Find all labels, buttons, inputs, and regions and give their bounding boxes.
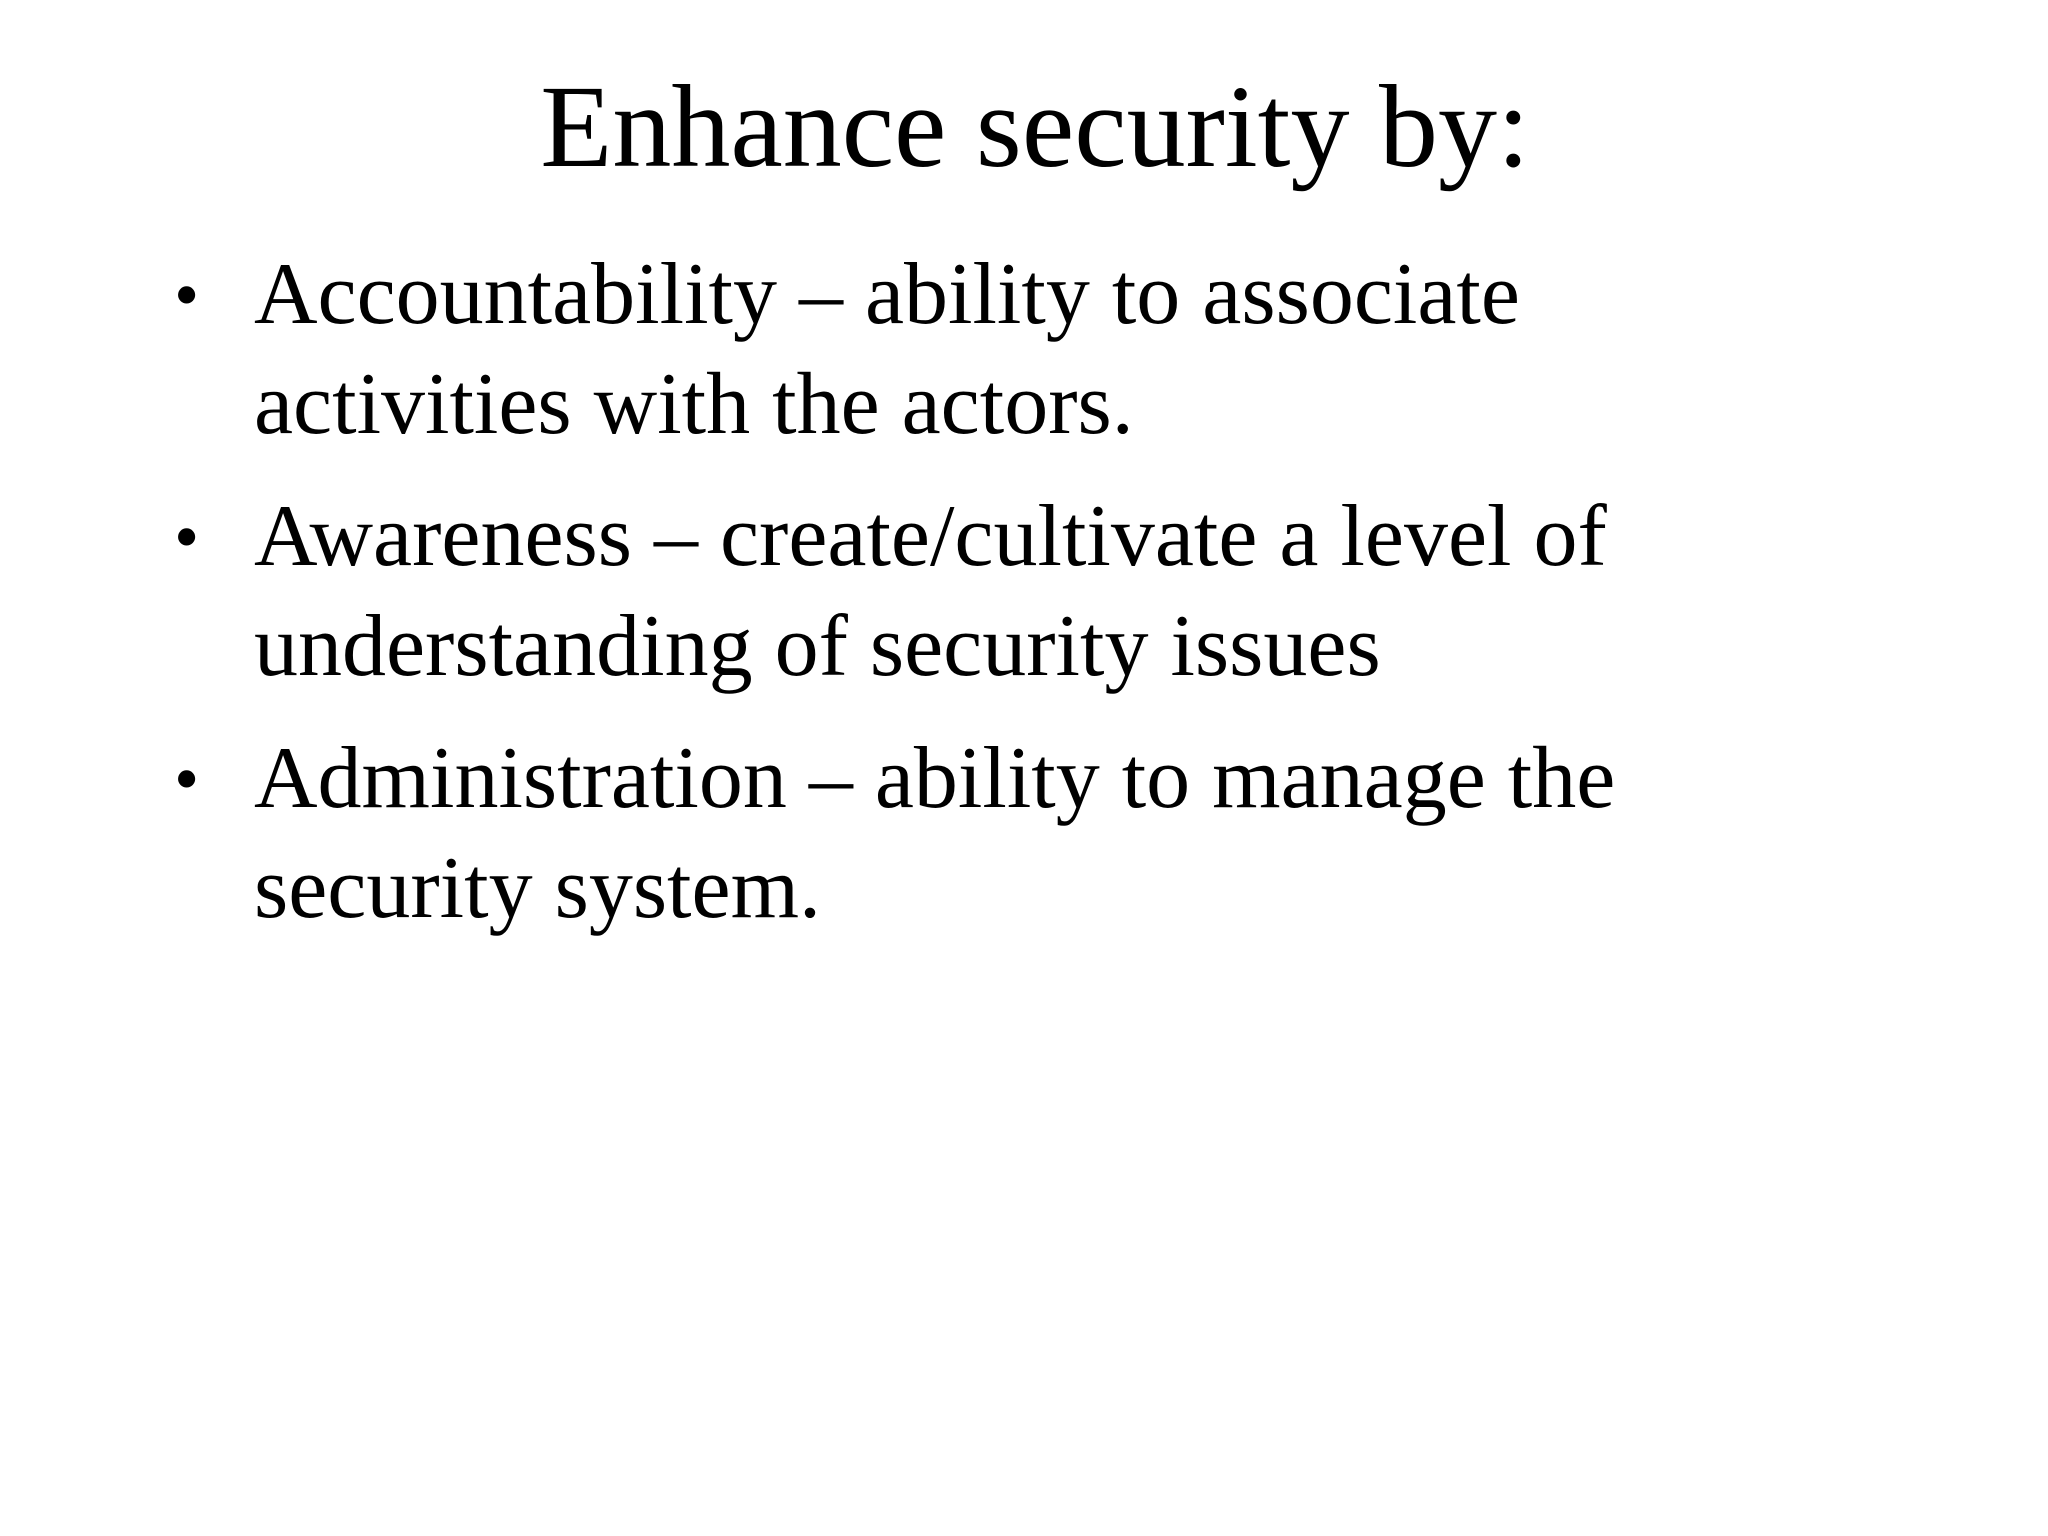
bullet-list bbox=[170, 240, 1730, 966]
bullet-item-administration bbox=[170, 724, 1730, 944]
bullet-icon: • bbox=[174, 255, 200, 335]
bullet-item-awareness bbox=[170, 482, 1730, 702]
bullet-text: Accountability – ability to associate activities with the actors. bbox=[254, 246, 1520, 453]
bullet-item-accountability bbox=[170, 240, 1730, 460]
slide-title: Enhance security by: bbox=[540, 61, 1530, 192]
bullet-text: Administration – ability to manage the security system. bbox=[254, 730, 1616, 937]
bullet-icon: • bbox=[174, 739, 200, 819]
bullet-icon: • bbox=[174, 497, 200, 577]
bullet-text: Awareness – create/cultivate a level of understanding of security issues bbox=[254, 488, 1607, 695]
